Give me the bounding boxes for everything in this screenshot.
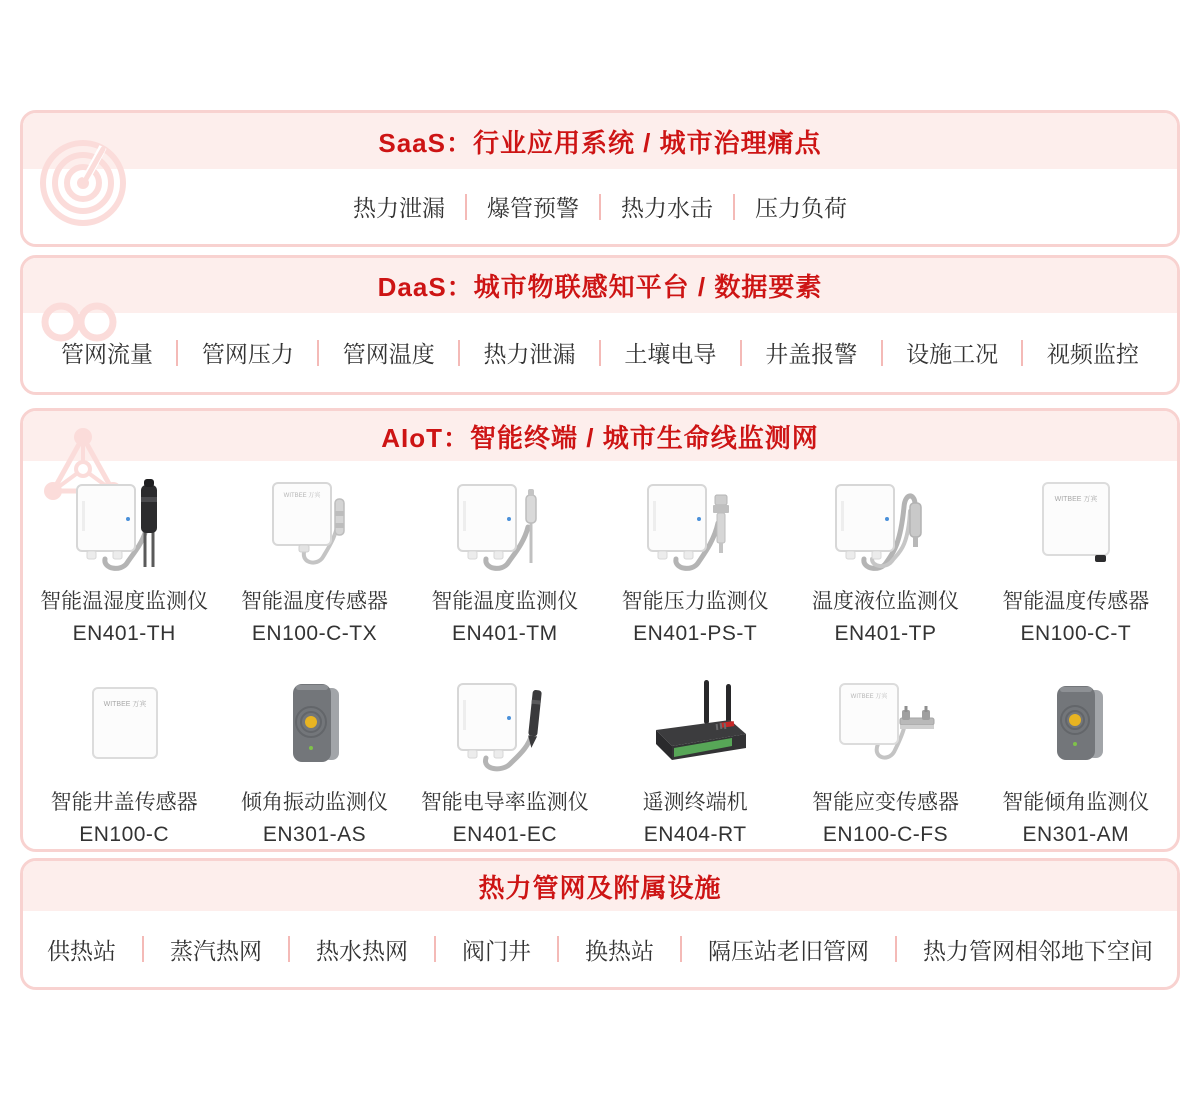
product-model: EN100-C-T	[1020, 622, 1132, 645]
product-card	[29, 678, 219, 847]
saas-item: 压力负荷	[755, 195, 847, 221]
product-card	[219, 477, 409, 646]
tilt-vibration-monitor-device-icon	[219, 678, 409, 774]
tilt-monitor-device-icon	[981, 678, 1171, 774]
pipeline-item: 蒸汽热网	[170, 937, 262, 964]
product-grid	[23, 461, 1177, 847]
product-model: EN100-C-TX	[251, 622, 378, 645]
item-separator	[142, 936, 144, 962]
daas-title: DaaS：城市物联感知平台 / 数据要素	[377, 272, 823, 302]
item-separator	[176, 340, 178, 366]
daas-item: 设施工况	[906, 341, 999, 367]
product-name: 智能应变传感器	[811, 791, 959, 814]
product-card	[219, 678, 409, 847]
product-row-2	[23, 678, 1177, 847]
product-name: 智能温度传感器	[240, 590, 388, 613]
product-model: EN301-AM	[1022, 823, 1130, 846]
item-separator	[458, 340, 460, 366]
item-separator	[599, 340, 601, 366]
saas-item-list	[23, 169, 1177, 244]
item-separator	[1021, 340, 1023, 366]
product-name: 智能温度监测仪	[431, 590, 579, 613]
temp-sensor-panel-device-icon	[981, 477, 1171, 573]
pipeline-item: 热力管网相邻地下空间	[923, 937, 1153, 964]
item-separator	[434, 936, 436, 962]
product-name: 智能电导率监测仪	[420, 791, 589, 814]
pipeline-item: 供热站	[47, 937, 116, 964]
product-name: 倾角振动监测仪	[240, 791, 388, 814]
svg-text:WITBEE 万宾: WITBEE 万宾	[1054, 496, 1098, 503]
daas-item: 管网流量	[61, 341, 153, 367]
aiot-title: AIoT：智能终端 / 城市生命线监测网	[381, 422, 819, 453]
manhole-sensor-device-icon	[29, 678, 219, 774]
product-name: 智能井盖传感器	[50, 791, 198, 814]
aiot-section	[20, 408, 1180, 852]
saas-item: 热力水击	[621, 195, 713, 221]
pipeline-item: 换热站	[585, 937, 654, 964]
pipeline-item: 阀门井	[462, 937, 531, 964]
product-model: EN100-C	[79, 823, 170, 846]
product-card	[29, 477, 219, 646]
daas-item: 热力泄漏	[483, 341, 576, 367]
pressure-monitor-device-icon	[600, 477, 790, 573]
pipeline-item-list	[23, 911, 1177, 987]
product-name: 智能温度传感器	[1002, 590, 1150, 613]
item-separator	[895, 936, 897, 962]
product-model: EN401-TH	[72, 622, 176, 645]
item-separator	[465, 194, 467, 220]
saas-item: 热力泄漏	[353, 195, 445, 221]
daas-item: 土壤电导	[624, 341, 717, 367]
temp-sensor-device-icon	[219, 477, 409, 573]
daas-item: 管网温度	[342, 341, 435, 367]
product-card	[790, 678, 980, 847]
svg-text:WITBEE 万宾: WITBEE 万宾	[851, 694, 888, 700]
item-separator	[288, 936, 290, 962]
product-model: EN401-TM	[452, 622, 558, 645]
item-separator	[740, 340, 742, 366]
saas-section	[20, 110, 1180, 247]
product-name: 智能温湿度监测仪	[40, 590, 209, 613]
pipeline-title: 热力管网及附属设施	[478, 872, 722, 903]
product-card	[600, 477, 790, 646]
pipeline-section	[20, 858, 1180, 990]
product-row-1	[23, 477, 1177, 646]
strain-sensor-device-icon	[790, 678, 980, 774]
product-card	[600, 678, 790, 847]
product-card	[981, 678, 1171, 847]
product-model: EN404-RT	[643, 823, 747, 846]
product-name: 遥测终端机	[642, 791, 748, 814]
temp-level-monitor-device-icon	[790, 477, 980, 573]
daas-item: 井盖报警	[765, 341, 858, 367]
pipeline-item: 热水热网	[316, 937, 408, 964]
daas-item: 视频监控	[1046, 341, 1139, 367]
item-separator	[881, 340, 883, 366]
svg-text:WITBEE 万宾: WITBEE 万宾	[103, 701, 147, 708]
product-name: 温度液位监测仪	[811, 590, 959, 613]
product-name: 智能倾角监测仪	[1002, 791, 1150, 814]
conductivity-monitor-device-icon	[410, 678, 600, 774]
daas-section	[20, 255, 1180, 395]
item-separator	[557, 936, 559, 962]
saas-item: 爆管预警	[487, 195, 579, 221]
telemetry-terminal-device-icon	[600, 678, 790, 774]
product-model: EN401-TP	[834, 622, 937, 645]
product-model: EN401-EC	[452, 823, 558, 846]
daas-item: 管网压力	[201, 341, 294, 367]
product-card	[981, 477, 1171, 646]
temp-monitor-device-icon	[410, 477, 600, 573]
item-separator	[317, 340, 319, 366]
daas-item-list	[23, 313, 1177, 392]
product-card	[410, 678, 600, 847]
saas-title: SaaS：行业应用系统 / 城市治理痛点	[378, 127, 822, 158]
item-separator	[680, 936, 682, 962]
svg-text:WITBEE 万宾: WITBEE 万宾	[284, 493, 321, 499]
product-model: EN100-C-FS	[822, 823, 949, 846]
temp-humidity-monitor-device-icon	[29, 477, 219, 573]
product-model: EN301-AS	[262, 823, 367, 846]
item-separator	[599, 194, 601, 220]
product-model: EN401-PS-T	[633, 622, 758, 645]
item-separator	[733, 194, 735, 220]
product-card	[410, 477, 600, 646]
product-card	[790, 477, 980, 646]
product-name: 智能压力监测仪	[621, 590, 769, 613]
pipeline-item: 隔压站老旧管网	[708, 937, 869, 964]
